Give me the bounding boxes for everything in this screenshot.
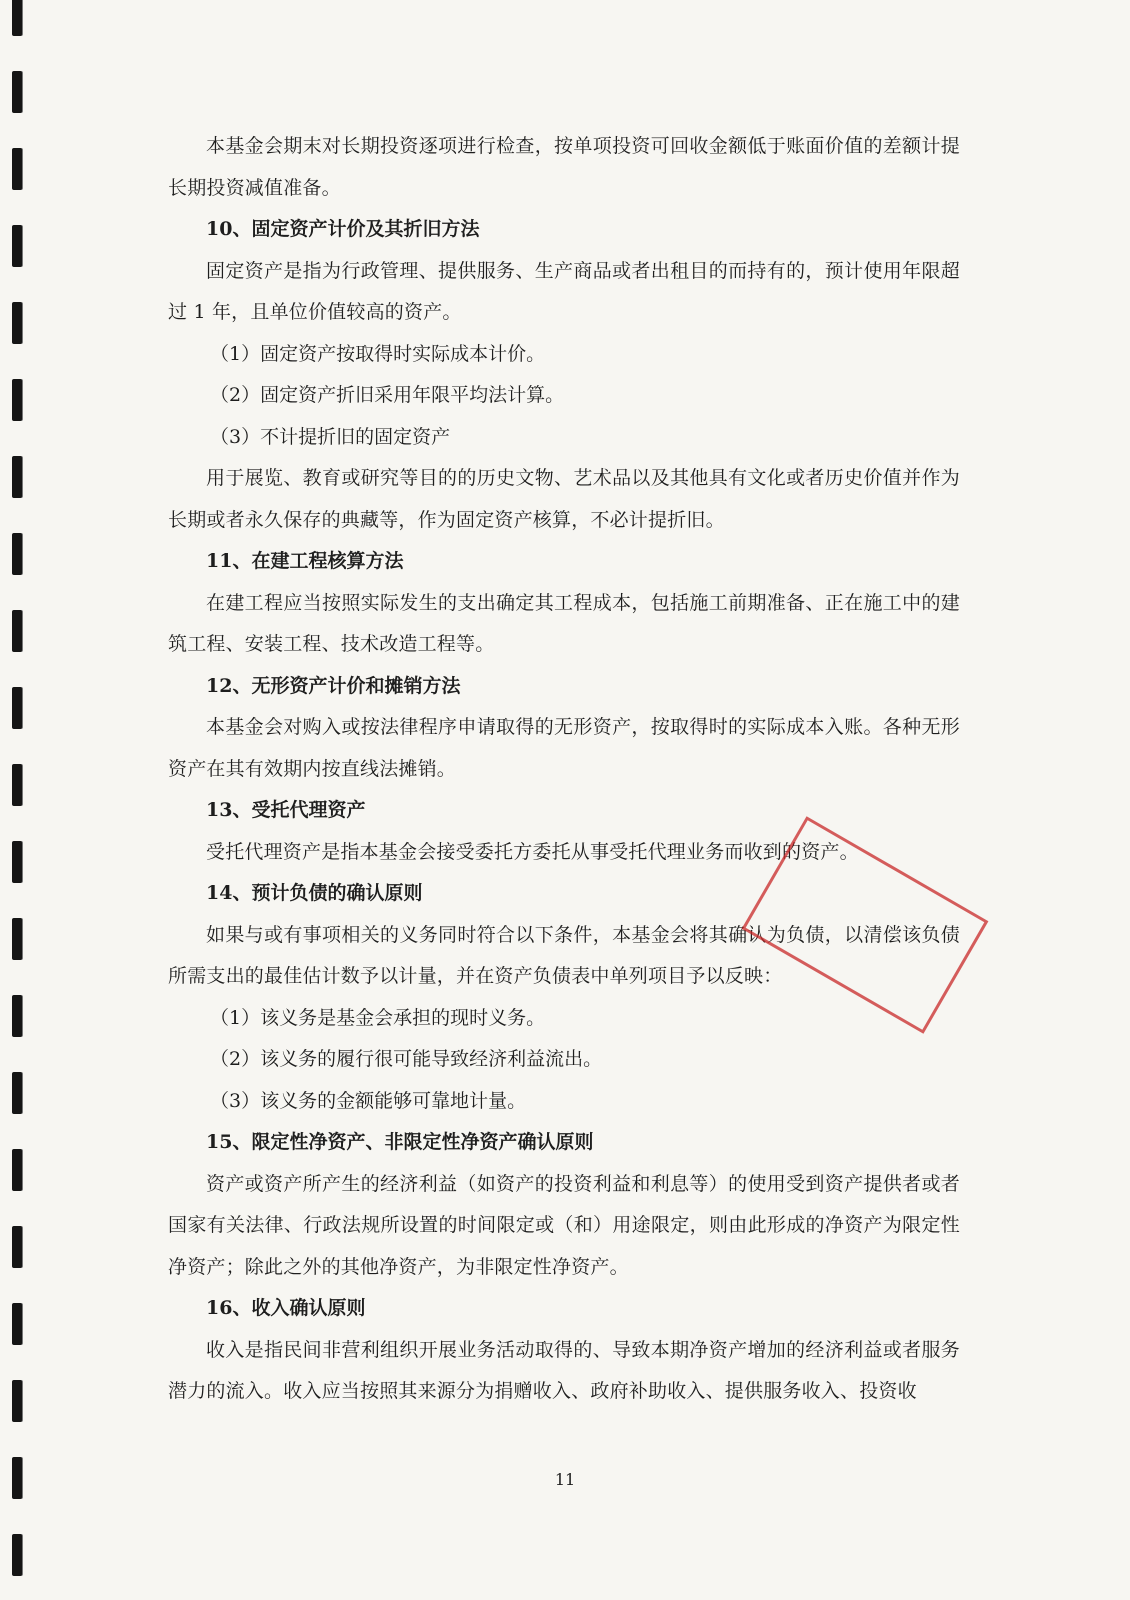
binding-hole [12,148,22,190]
paragraph: 在建工程应当按照实际发生的支出确定其工程成本，包括施工前期准备、正在施工中的建筑工程、安装工程、技术改造工程等。 [168,591,960,655]
binding-hole [12,456,22,498]
binding-hole [12,225,22,267]
list-item: （3）不计提折旧的固定资产 [210,425,451,448]
list-item: （2）固定资产折旧采用年限平均法计算。 [210,384,565,406]
binding-hole [12,379,22,421]
binding-hole [12,0,22,36]
list-item: （2）该义务的履行很可能导致经济利益流出。 [210,1048,603,1070]
binding-hole [12,1303,22,1345]
paragraph: 固定资产是指为行政管理、提供服务、生产商品或者出租目的而持有的，预计使用年限超过 1 年，且单位价值较高的资产。 [168,259,960,323]
section-heading: 14、预计负债的确认原则 [206,882,423,904]
paragraph: 收入是指民间非营利组织开展业务活动取得的、导致本期净资产增加的经济利益或者服务潜力的流入。收入应当按照其来源分为捐赠收入、政府补助收入、提供服务收入、投资收 [168,1338,960,1402]
binding-hole [12,1380,22,1422]
list-item: （3）该义务的金额能够可靠地计量。 [210,1089,527,1112]
section-heading: 10、固定资产计价及其折旧方法 [206,218,480,240]
binding-hole [12,1149,22,1191]
section-heading: 11、在建工程核算方法 [206,550,404,572]
binding-hole [12,995,22,1037]
paragraph: 资产或资产所产生的经济利益（如资产的投资利益和利息等）的使用受到资产提供者或者国家有关法律、行政法规所设置的时间限定或（和）用途限定，则由此形成的净资产为限定性净资产；除此之外的其他净资产，为非限定性净资产。 [168,1172,960,1278]
binding-hole [12,533,22,575]
section-heading: 12、无形资产计价和摊销方法 [206,674,461,697]
binding-hole [12,841,22,883]
binding-hole [12,1072,22,1114]
binding-hole [12,687,22,729]
paragraph: 本基金会期末对长期投资逐项进行检查，按单项投资可回收金额低于账面价值的差额计提长期投资减值准备。 [168,135,960,199]
paragraph: 用于展览、教育或研究等目的的历史文物、艺术品以及其他具有文化或者历史价值并作为长期或者永久保存的典藏等，作为固定资产核算，不必计提折旧。 [168,467,960,531]
paragraph: 如果与或有事项相关的义务同时符合以下条件，本基金会将其确认为负债，以清偿该负债所需支出的最佳估计数予以计量，并在资产负债表中单列项目予以反映： [168,923,960,987]
document-body [168,126,960,1413]
paragraph: 受托代理资产是指本基金会接受委托方委托从事受托代理业务而收到的资产。 [206,840,859,863]
binding-hole [12,71,22,113]
binding-hole [12,918,22,960]
list-item: （1）该义务是基金会承担的现时义务。 [210,1006,546,1029]
section-heading: 15、限定性净资产、非限定性净资产确认原则 [206,1131,594,1153]
binding-hole [12,1534,22,1576]
binding-hole [12,1226,22,1268]
list-item: （1）固定资产按取得时实际成本计价。 [210,342,546,365]
binding-hole [12,302,22,344]
binding-hole [12,764,22,806]
paragraph: 本基金会对购入或按法律程序申请取得的无形资产，按取得时的实际成本入账。各种无形资产在其有效期内按直线法摊销。 [168,716,960,780]
page-number: 11 [554,1470,576,1489]
binding-holes [0,0,40,1600]
section-heading: 16、收入确认原则 [206,1297,366,1319]
section-heading: 13、受托代理资产 [206,799,366,821]
binding-hole [12,610,22,652]
